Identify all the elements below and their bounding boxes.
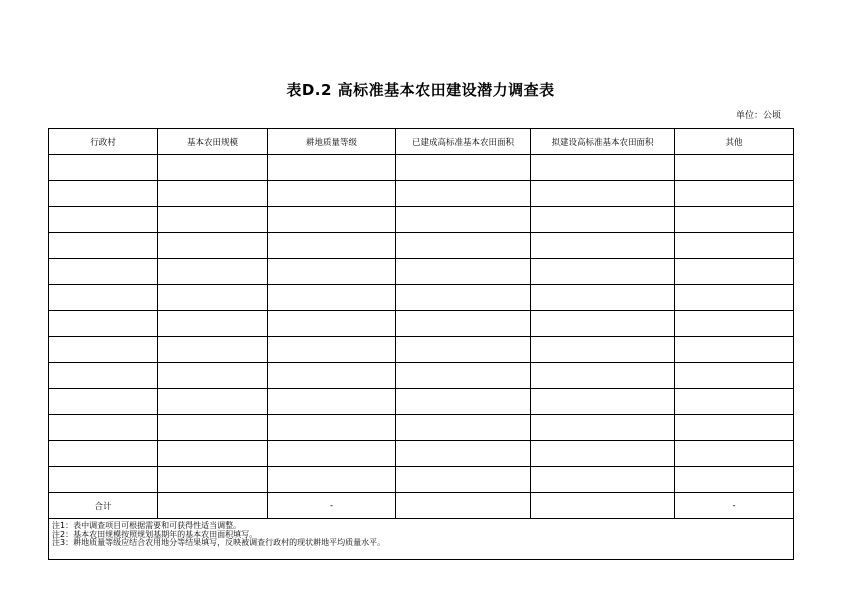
table-cell[interactable]: [49, 311, 158, 337]
table-row: [49, 233, 794, 259]
table-cell[interactable]: [49, 441, 158, 467]
table-cell[interactable]: [531, 259, 675, 285]
table-row: [49, 259, 794, 285]
table-cell[interactable]: [675, 207, 794, 233]
table-cell[interactable]: [49, 389, 158, 415]
total-built-area: [396, 493, 531, 519]
table-cell[interactable]: [396, 207, 531, 233]
table-cell[interactable]: [158, 467, 268, 493]
table-cell[interactable]: [675, 155, 794, 181]
table-row: [49, 415, 794, 441]
table-row: [49, 207, 794, 233]
notes-row: [49, 519, 794, 560]
total-planned-area: [531, 493, 675, 519]
total-quality-grade: -: [268, 493, 396, 519]
table-cell[interactable]: [396, 311, 531, 337]
note-1: 注1：表中调查项目可根据需要和可获得性适当调整。: [52, 521, 242, 530]
table-cell[interactable]: [49, 207, 158, 233]
table-cell[interactable]: [396, 337, 531, 363]
table-cell[interactable]: [49, 415, 158, 441]
table-cell[interactable]: [49, 155, 158, 181]
table-cell[interactable]: [396, 441, 531, 467]
header-row: [49, 129, 794, 155]
notes-cell: [49, 519, 794, 560]
header-other: 其他: [675, 129, 794, 155]
table-cell[interactable]: [531, 363, 675, 389]
table-cell[interactable]: [268, 207, 396, 233]
header-village: 行政村: [49, 129, 158, 155]
table-cell[interactable]: [531, 337, 675, 363]
table-cell[interactable]: [531, 467, 675, 493]
table-cell[interactable]: [158, 181, 268, 207]
table-row: [49, 337, 794, 363]
header-quality-grade: 耕地质量等级: [268, 129, 396, 155]
total-farmland-scale: [158, 493, 268, 519]
table-cell[interactable]: [396, 285, 531, 311]
table-row: [49, 181, 794, 207]
table-cell[interactable]: [675, 285, 794, 311]
table-cell[interactable]: [49, 233, 158, 259]
total-other: -: [675, 493, 794, 519]
table-cell[interactable]: [396, 389, 531, 415]
table-cell[interactable]: [49, 363, 158, 389]
table-cell[interactable]: [49, 259, 158, 285]
table-row: [49, 467, 794, 493]
table-cell[interactable]: [675, 259, 794, 285]
table-row: [49, 363, 794, 389]
table-cell[interactable]: [268, 233, 396, 259]
table-cell[interactable]: [268, 155, 396, 181]
table-cell[interactable]: [531, 155, 675, 181]
table-cell[interactable]: [268, 311, 396, 337]
header-farmland-scale: 基本农田规模: [158, 129, 268, 155]
table-cell[interactable]: [158, 441, 268, 467]
table-cell[interactable]: [531, 233, 675, 259]
table-cell[interactable]: [531, 207, 675, 233]
table-cell[interactable]: [268, 415, 396, 441]
table-cell[interactable]: [531, 285, 675, 311]
table-row: [49, 155, 794, 181]
table-cell[interactable]: [158, 207, 268, 233]
table-cell[interactable]: [675, 415, 794, 441]
table-cell[interactable]: [268, 363, 396, 389]
table-cell[interactable]: [49, 285, 158, 311]
table-cell[interactable]: [158, 155, 268, 181]
table-cell[interactable]: [531, 389, 675, 415]
table-cell[interactable]: [531, 441, 675, 467]
table-cell[interactable]: [396, 467, 531, 493]
table-cell[interactable]: [49, 467, 158, 493]
total-row: [49, 493, 794, 519]
table-cell[interactable]: [396, 259, 531, 285]
table-cell[interactable]: [158, 285, 268, 311]
table-cell[interactable]: [268, 259, 396, 285]
table-cell[interactable]: [158, 415, 268, 441]
header-built-area: 已建成高标准基本农田面积: [396, 129, 531, 155]
table-cell[interactable]: [268, 337, 396, 363]
table-cell[interactable]: [268, 181, 396, 207]
table-cell[interactable]: [675, 233, 794, 259]
table-cell[interactable]: [531, 311, 675, 337]
note-2: 注2：基本农田规模按照规划基期年的基本农田面积填写。: [52, 529, 258, 539]
table-cell[interactable]: [396, 181, 531, 207]
table-cell[interactable]: [396, 363, 531, 389]
table-cell[interactable]: [158, 389, 268, 415]
table-cell[interactable]: [49, 337, 158, 363]
table-cell[interactable]: [675, 467, 794, 493]
table-cell[interactable]: [531, 181, 675, 207]
table-cell[interactable]: [675, 363, 794, 389]
table-row: [49, 441, 794, 467]
table-cell[interactable]: [675, 181, 794, 207]
table-cell[interactable]: [675, 311, 794, 337]
table-cell[interactable]: [396, 233, 531, 259]
table-cell[interactable]: [158, 311, 268, 337]
table-cell[interactable]: [268, 441, 396, 467]
table-cell[interactable]: [396, 415, 531, 441]
survey-table: [48, 128, 794, 560]
table-cell[interactable]: [268, 285, 396, 311]
table-cell[interactable]: [675, 337, 794, 363]
header-planned-area: 拟建设高标准基本农田面积: [531, 129, 675, 155]
table-row: [49, 389, 794, 415]
table-cell[interactable]: [49, 181, 158, 207]
unit-label: 单位：公顷: [735, 111, 781, 121]
table-cell[interactable]: [158, 233, 268, 259]
total-label: 合计: [49, 493, 158, 519]
table-cell[interactable]: [675, 389, 794, 415]
note-3: 注3：耕地质量等级应结合农用地分等结果填写，反映被调查行政村的现状耕地平均质量水平。: [52, 538, 386, 547]
table-row: [49, 311, 794, 337]
table-cell[interactable]: [158, 337, 268, 363]
table-cell[interactable]: [675, 441, 794, 467]
table-cell[interactable]: [531, 415, 675, 441]
table-cell[interactable]: [158, 363, 268, 389]
table-cell[interactable]: [396, 155, 531, 181]
table-cell[interactable]: [158, 259, 268, 285]
page-title: 表D.2 高标准基本农田建设潜力调查表: [286, 81, 555, 99]
table-cell[interactable]: [268, 467, 396, 493]
table-row: [49, 285, 794, 311]
table-cell[interactable]: [268, 389, 396, 415]
